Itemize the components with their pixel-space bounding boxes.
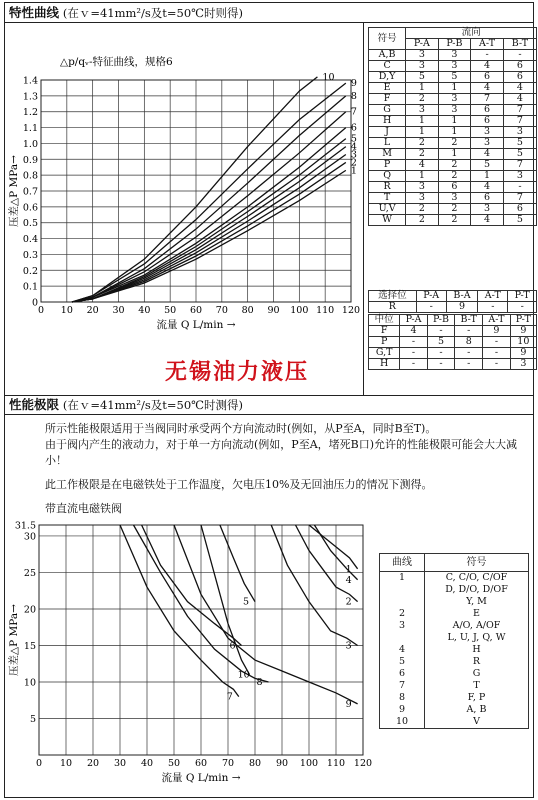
- x-tick-label: 80: [248, 758, 262, 769]
- table-cell: 4: [400, 326, 427, 337]
- table-cell: 4: [471, 61, 504, 72]
- section1-title: 特性曲线: [9, 5, 60, 20]
- table-cell: 1: [438, 83, 471, 94]
- x-tick-label: 110: [326, 758, 346, 769]
- table-cell: 1: [406, 83, 438, 94]
- table-cell: -: [427, 326, 455, 337]
- table-cell: G,T: [369, 348, 400, 359]
- legend-row: [380, 668, 528, 680]
- table-row: [369, 348, 537, 359]
- table-row: [369, 193, 537, 204]
- table-cell: 2: [406, 149, 438, 160]
- legend-row: [380, 656, 528, 668]
- section1-vdivider: [363, 23, 364, 395]
- series-label-9: 9: [350, 78, 357, 90]
- table-cell: 6: [471, 193, 504, 204]
- table-header-cell: A-T: [471, 39, 504, 50]
- table-cell: -: [455, 359, 483, 370]
- table-cell: -: [483, 337, 511, 348]
- y-tick-label: 31.5: [14, 521, 36, 532]
- table-cell: 3: [406, 182, 438, 193]
- x-tick-label: 100: [290, 305, 309, 316]
- table-cell: 3: [510, 359, 536, 370]
- y-tick-label: 15: [23, 640, 36, 652]
- table-cell: 1: [438, 149, 471, 160]
- table-cell: L: [369, 138, 406, 149]
- series-label-5: 5: [350, 133, 357, 145]
- x-tick-label: 50: [164, 305, 177, 316]
- table-cell: 4: [503, 94, 536, 105]
- paragraph-2: 由于阀内产生的液动力，对于单一方向流动(例如，P至A，堵死B口)允许的性能极限可能会大大减小！: [45, 438, 518, 467]
- legend-symbols: T: [473, 680, 480, 691]
- legend-symbols: G: [472, 668, 481, 679]
- series-label-7: 7: [226, 691, 233, 703]
- legend-row: [380, 680, 528, 692]
- table-cell: U,V: [369, 204, 406, 215]
- series-line-8: [72, 96, 346, 302]
- page-frame: [4, 2, 534, 798]
- table-header-cell: 中位: [369, 315, 400, 326]
- table-row: [369, 127, 537, 138]
- x-tick-label: 80: [241, 305, 254, 316]
- table-cell: 4: [471, 83, 504, 94]
- legend-curve-id: 6: [380, 668, 425, 680]
- series-line-4: [72, 147, 346, 302]
- brand-text: 无锡油力液压: [165, 359, 310, 385]
- table-cell: T: [369, 193, 406, 204]
- table-header-cell: B-T: [503, 39, 536, 50]
- legend-row: [380, 572, 528, 608]
- table-cell: 2: [438, 215, 471, 226]
- table-cell: 5: [438, 72, 471, 83]
- table-cell: 3: [503, 127, 536, 138]
- table-cell: -: [427, 348, 455, 359]
- table-cell: H: [369, 116, 406, 127]
- table-header-cell: 选择位: [369, 291, 417, 302]
- table-cell: D,Y: [369, 72, 406, 83]
- table-row: [369, 359, 537, 370]
- table-cell: 3: [471, 204, 504, 215]
- paragraph-4: 带直流电磁铁阀: [45, 502, 122, 515]
- table-cell: 3: [438, 105, 471, 116]
- table-cell: 4: [471, 149, 504, 160]
- series-label-1: 1: [350, 165, 357, 177]
- y-tick-label: 1.3: [22, 91, 38, 103]
- y-tick-label: 5: [29, 713, 36, 725]
- table-cell: 3: [471, 127, 504, 138]
- table-cell: 9: [510, 326, 536, 337]
- legend-curve-id: 5: [380, 656, 425, 668]
- series-label-8: 8: [256, 676, 263, 688]
- table-row: [369, 302, 537, 313]
- y-tick-label: 0.5: [22, 218, 38, 230]
- table-cell: 1: [438, 116, 471, 127]
- series-label-4: 4: [345, 574, 352, 586]
- table-cell: E: [369, 83, 406, 94]
- x-tick-label: 10: [59, 758, 73, 769]
- legend-row: [380, 692, 528, 704]
- x-tick-label: 50: [167, 758, 181, 769]
- table-cell: 2: [438, 171, 471, 182]
- table-header-cell: P-A: [400, 315, 427, 326]
- legend-symbols: C, C/O, C/OF D, D/O, D/OF Y, M: [445, 572, 508, 607]
- x-tick-label: 60: [194, 758, 208, 769]
- table-header-cell: A-T: [483, 315, 511, 326]
- table-cell: 3: [406, 61, 438, 72]
- table-cell: 3: [503, 171, 536, 182]
- table-cell: -: [455, 348, 483, 359]
- legend-row: [380, 608, 528, 620]
- table-row: [369, 116, 537, 127]
- table-cell: -: [503, 50, 536, 61]
- legend-row: [380, 716, 528, 728]
- legend-symbols: F, P: [467, 692, 486, 703]
- table-cell: P: [369, 160, 406, 171]
- y-tick-label: 1.0: [22, 138, 38, 150]
- table-cell: 4: [503, 83, 536, 94]
- table-header-cell: P-A: [416, 291, 446, 302]
- table-row: [369, 171, 537, 182]
- x-tick-label: 30: [113, 758, 127, 769]
- table-cell: 10: [510, 337, 536, 348]
- series-label-10: 10: [237, 669, 250, 681]
- table-cell: 6: [503, 72, 536, 83]
- series-label-7: 7: [350, 106, 357, 118]
- table-cell: A,B: [369, 50, 406, 61]
- flow-direction-table: [368, 27, 537, 226]
- x-tick-label: 90: [267, 305, 280, 316]
- table-cell: M: [369, 149, 406, 160]
- table-cell: 3: [406, 50, 438, 61]
- x-tick-label: 100: [299, 758, 319, 769]
- x-axis-label: 流量 Q L/min →: [156, 319, 236, 331]
- series-line-6: [142, 525, 242, 645]
- legend-curve-id: 4: [380, 644, 425, 656]
- table-cell: 9: [446, 302, 478, 313]
- y-tick-label: 0.6: [22, 202, 38, 214]
- section2-title: 性能极限: [9, 397, 60, 412]
- table-cell: Q: [369, 171, 406, 182]
- series-line-6: [72, 128, 346, 302]
- y-tick-label: 0.4: [22, 234, 38, 246]
- table-cell: 9: [483, 326, 511, 337]
- y-tick-label: 0.7: [22, 186, 38, 198]
- table-row: [369, 72, 537, 83]
- table-header-cell: P-B: [427, 315, 455, 326]
- table-cell: 8: [455, 337, 483, 348]
- table-cell: C: [369, 61, 406, 72]
- series-label-9: 9: [345, 698, 352, 710]
- legend-symbols: A, B: [466, 704, 487, 715]
- series-label-6: 6: [229, 640, 236, 652]
- curve-legend-table: [379, 553, 529, 729]
- table-row: [369, 83, 537, 94]
- table-cell: R: [369, 302, 417, 313]
- table-row: [369, 337, 537, 348]
- table-cell: 4: [471, 182, 504, 193]
- center-position-table: [368, 314, 537, 370]
- table-cell: 3: [438, 193, 471, 204]
- table-cell: 3: [438, 50, 471, 61]
- x-tick-label: 20: [86, 305, 99, 316]
- table-header-cell: A-T: [478, 291, 508, 302]
- x-tick-label: 120: [341, 305, 360, 316]
- series-label-10: 10: [322, 71, 335, 83]
- y-tick-label: 30: [23, 531, 36, 543]
- table-cell: -: [416, 302, 446, 313]
- y-tick-label: 0.3: [22, 249, 38, 261]
- series-label-3: 3: [350, 149, 357, 161]
- legend-row: [380, 644, 528, 656]
- table-cell: 6: [471, 72, 504, 83]
- characteristic-chart: [5, 25, 360, 345]
- table-cell: 2: [406, 204, 438, 215]
- table-cell: 7: [503, 105, 536, 116]
- table-header-cell: 流向: [406, 28, 537, 39]
- y-tick-label: 0.2: [22, 265, 38, 277]
- table-cell: -: [455, 326, 483, 337]
- table-row: [369, 105, 537, 116]
- table-cell: R: [369, 182, 406, 193]
- table-cell: -: [400, 348, 427, 359]
- table-cell: 5: [503, 215, 536, 226]
- table-cell: 5: [406, 72, 438, 83]
- table-cell: 6: [503, 204, 536, 215]
- table-cell: 2: [438, 160, 471, 171]
- x-tick-label: 40: [140, 758, 154, 769]
- table-row: [369, 50, 537, 61]
- legend-symbols: E: [473, 608, 480, 619]
- y-tick-label: 10: [23, 677, 36, 689]
- table-cell: 2: [438, 204, 471, 215]
- table-cell: -: [427, 359, 455, 370]
- table-row: [369, 182, 537, 193]
- table-row: [369, 138, 537, 149]
- section1-header: [5, 3, 533, 23]
- y-tick-label: 0: [31, 297, 38, 309]
- chart-caption: △p/qᵥ-特征曲线，规格6: [60, 56, 173, 68]
- y-tick-label: 0.8: [22, 170, 38, 182]
- x-tick-label: 120: [353, 758, 373, 769]
- y-tick-label: 0.9: [22, 154, 38, 166]
- series-label-8: 8: [350, 90, 357, 102]
- paragraph-1: 所示性能极限适用于当阀同时承受两个方向流动时(例如，从P至A，同时B至T)。: [45, 422, 437, 435]
- table-header-cell: P-A: [406, 39, 438, 50]
- x-tick-label: 40: [138, 305, 151, 316]
- table-cell: 2: [438, 138, 471, 149]
- x-tick-label: 70: [215, 305, 228, 316]
- table-cell: 1: [406, 127, 438, 138]
- series-label-3: 3: [345, 640, 352, 652]
- table-row: [369, 160, 537, 171]
- table-row: [369, 215, 537, 226]
- table-cell: -: [483, 359, 511, 370]
- table-cell: 6: [503, 61, 536, 72]
- legend-symbols: V: [473, 716, 480, 727]
- x-axis-label: 流量 Q L/min →: [161, 772, 241, 784]
- table-cell: -: [478, 302, 508, 313]
- legend-symbols: R: [472, 656, 481, 667]
- table-row: [369, 94, 537, 105]
- table-cell: 1: [471, 171, 504, 182]
- table-cell: J: [369, 127, 406, 138]
- x-tick-label: 20: [86, 758, 100, 769]
- selection-position-table: [368, 290, 537, 313]
- table-header-cell: P-T: [510, 315, 536, 326]
- table-row: [369, 61, 537, 72]
- table-cell: 5: [427, 337, 455, 348]
- series-label-4: 4: [350, 141, 357, 153]
- legend-curve-id: 8: [380, 692, 425, 704]
- series-label-6: 6: [350, 122, 357, 134]
- y-axis-label: 压差△P MPa→: [8, 155, 20, 227]
- table-cell: -: [400, 337, 427, 348]
- table-cell: H: [369, 359, 400, 370]
- series-line-9: [174, 525, 358, 704]
- legend-curve-id: 7: [380, 680, 425, 692]
- series-label-5: 5: [243, 596, 250, 608]
- table-cell: F: [369, 94, 406, 105]
- table-cell: 5: [503, 138, 536, 149]
- table-cell: -: [400, 359, 427, 370]
- table-cell: 4: [471, 215, 504, 226]
- x-tick-label: 0: [35, 758, 43, 769]
- table-cell: 6: [471, 116, 504, 127]
- x-tick-label: 30: [112, 305, 125, 316]
- table-cell: 7: [503, 116, 536, 127]
- series-label-2: 2: [350, 157, 357, 169]
- table-cell: 2: [406, 94, 438, 105]
- table-cell: 6: [471, 105, 504, 116]
- table-cell: 5: [471, 160, 504, 171]
- table-cell: P: [369, 337, 400, 348]
- table-row: [369, 149, 537, 160]
- table-row: [369, 204, 537, 215]
- section2-condition: (在ｖ=41mm²/s及t=50℃时测得): [62, 398, 244, 412]
- table-cell: -: [508, 302, 537, 313]
- table-cell: 7: [503, 193, 536, 204]
- table-cell: 1: [438, 127, 471, 138]
- table-cell: 1: [406, 171, 438, 182]
- table-cell: 3: [438, 94, 471, 105]
- table-cell: -: [503, 182, 536, 193]
- table-cell: 2: [406, 215, 438, 226]
- y-tick-label: 1.4: [22, 75, 38, 87]
- table-cell: 6: [438, 182, 471, 193]
- series-label-1: 1: [345, 563, 352, 575]
- table-cell: 3: [406, 193, 438, 204]
- legend-row: [380, 620, 528, 644]
- table-cell: 3: [438, 61, 471, 72]
- series-line-1: [309, 525, 358, 569]
- legend-symbols: H: [472, 644, 481, 655]
- table-cell: 1: [406, 116, 438, 127]
- legend-row: [380, 704, 528, 716]
- legend-curve-id: 1: [380, 572, 425, 608]
- table-cell: 3: [471, 138, 504, 149]
- table-header-cell: B-A: [446, 291, 478, 302]
- y-tick-label: 1.1: [22, 123, 38, 135]
- legend-curve-id: 3: [380, 620, 425, 644]
- table-cell: 7: [471, 94, 504, 105]
- legend-header-symbol: 符号: [466, 557, 487, 568]
- table-cell: 5: [503, 149, 536, 160]
- y-tick-label: 1.2: [22, 107, 38, 119]
- x-tick-label: 10: [60, 305, 73, 316]
- legend-curve-id: 9: [380, 704, 425, 716]
- legend-header-curve: 曲线: [380, 554, 425, 571]
- legend-symbols: A/O, A/OF L, U, J, Q, W: [447, 620, 506, 643]
- table-header-cell: P-T: [508, 291, 537, 302]
- paragraph-3: 此工作极限是在电磁铁处于工作温度，欠电压10%及无回油压力的情况下测得。: [45, 478, 433, 491]
- x-tick-label: 0: [37, 305, 45, 316]
- legend-curve-id: 10: [380, 716, 425, 728]
- x-tick-label: 110: [316, 305, 335, 316]
- table-cell: -: [483, 348, 511, 359]
- y-tick-label: 25: [23, 567, 36, 579]
- series-line-10: [72, 77, 317, 302]
- table-header-cell: 符号: [369, 28, 406, 50]
- table-cell: -: [471, 50, 504, 61]
- series-label-2: 2: [345, 596, 352, 608]
- table-cell: G: [369, 105, 406, 116]
- table-header-cell: P-B: [438, 39, 471, 50]
- table-cell: 9: [510, 348, 536, 359]
- y-tick-label: 0.1: [22, 281, 38, 293]
- table-cell: 3: [406, 105, 438, 116]
- series-line-5: [220, 525, 255, 602]
- series-line-7: [120, 525, 239, 697]
- x-tick-label: 90: [275, 758, 289, 769]
- performance-limit-chart: [5, 521, 377, 789]
- y-axis-label: 压差△P MPa→: [8, 604, 20, 676]
- table-cell: 7: [503, 160, 536, 171]
- table-cell: 2: [406, 138, 438, 149]
- table-cell: 4: [406, 160, 438, 171]
- x-tick-label: 60: [189, 305, 203, 316]
- section1-condition: (在ｖ=41mm²/s及t=50℃时则得): [62, 6, 244, 20]
- section2-header: [5, 395, 533, 415]
- table-cell: F: [369, 326, 400, 337]
- y-tick-label: 20: [23, 604, 36, 616]
- table-row: [369, 326, 537, 337]
- legend-curve-id: 2: [380, 608, 425, 620]
- table-cell: W: [369, 215, 406, 226]
- table-header-cell: B-T: [455, 315, 483, 326]
- x-tick-label: 70: [221, 758, 235, 769]
